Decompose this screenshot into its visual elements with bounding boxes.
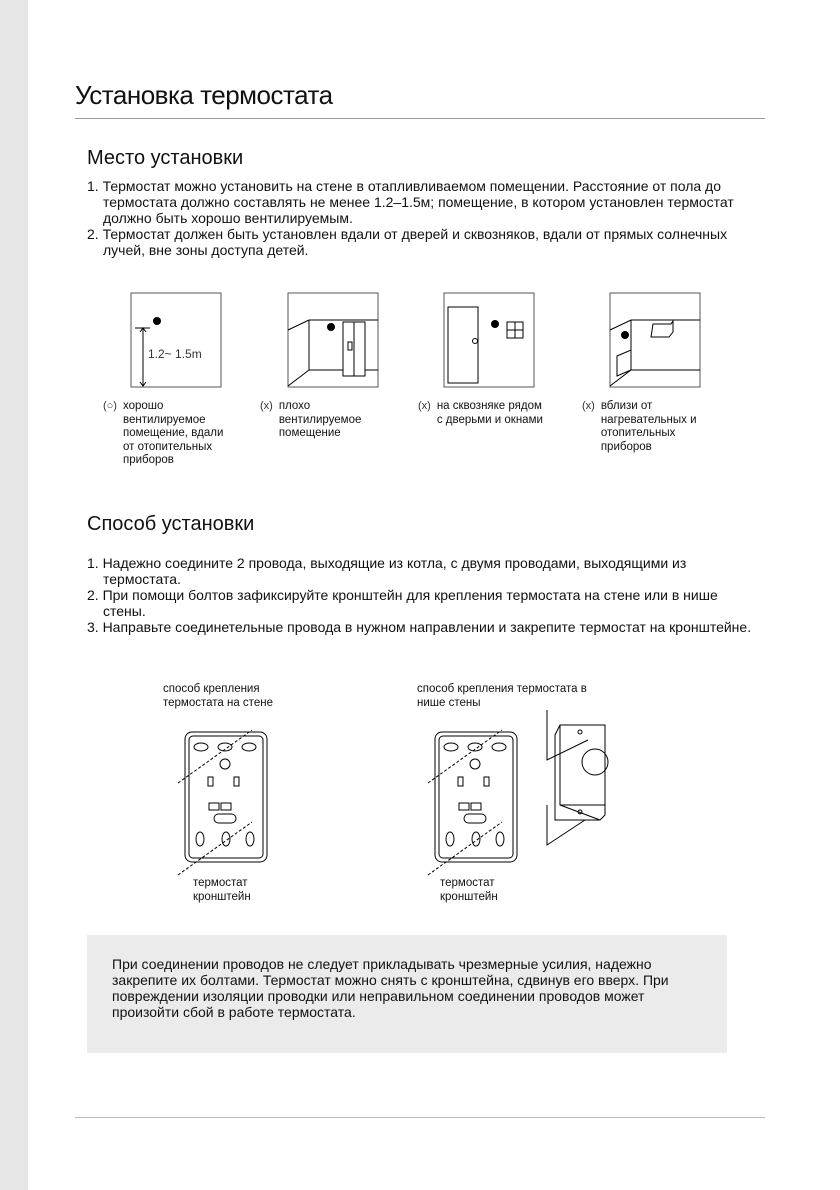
figure-caption bbox=[418, 400, 547, 427]
ok-mark: (○) bbox=[103, 400, 117, 412]
figure-good-location bbox=[130, 292, 222, 388]
svg-text:1.2~ 1.5m: 1.2~ 1.5m bbox=[148, 347, 202, 361]
caption-text: вблизи от нагревательных и отопительных приборов bbox=[600, 400, 697, 453]
niche-bracket-caption: термостат кронштейн bbox=[440, 877, 498, 903]
caption-text: плохо вентилируемое помещение bbox=[278, 400, 362, 439]
page-margin-strip bbox=[0, 0, 28, 1190]
title-divider bbox=[75, 118, 765, 119]
caption-text: на сквозняке рядом с дверьми и окнами bbox=[436, 400, 543, 426]
list-item: 3. Направьте соединетельные провода в нужном направлении и закрепите термостат на кронштейне. bbox=[87, 619, 752, 635]
list-item: 2. При помощи болтов зафиксируйте кронштейн для крепления термостата на стене или в нише стены. bbox=[87, 587, 718, 619]
location-list bbox=[87, 178, 757, 258]
bad-mark: (x) bbox=[418, 400, 431, 412]
bracket-wall-diagram bbox=[170, 725, 280, 880]
wall-mount-label: способ крепления термостата на стене bbox=[163, 683, 273, 709]
footer-divider bbox=[75, 1117, 765, 1118]
wall-bracket-caption: термостат кронштейн bbox=[193, 877, 251, 903]
list-item: 1. Термостат можно установить на стене в отапливливаемом помещении. Расстояние от пола до термостата должно составлять не менее 1.2–1.5м; помещение, в котором установлен термостат должно быть хорошо вентилируемым. bbox=[87, 178, 734, 226]
niche-mount-label: способ крепления термостата в нише стены bbox=[417, 683, 587, 709]
warning-note-box bbox=[87, 935, 727, 1053]
figure-draft-location bbox=[443, 292, 535, 388]
bracket-niche-diagram bbox=[420, 690, 620, 880]
figure-near-heaters bbox=[609, 292, 701, 388]
bad-mark: (x) bbox=[582, 400, 595, 412]
figure-poor-ventilation bbox=[287, 292, 379, 388]
figure-caption bbox=[260, 400, 389, 441]
figure-caption bbox=[582, 400, 711, 454]
caption-text: хорошо вентилируемое помещение, вдали от отопительных приборов bbox=[122, 400, 224, 466]
bad-mark: (x) bbox=[260, 400, 273, 412]
page-title: Установка термостата bbox=[75, 80, 333, 110]
installation-list bbox=[87, 555, 757, 635]
warning-note-text: При соединении проводов не следует прикладывать чрезмерные усилия, надежно закрепите их болтами. Термостат можно снять с кронштейна, сдвинув его вверх. При повреждении изоляции проводки или неправильном соединении проводов может произойти сбой в работе термостата. bbox=[112, 956, 669, 1020]
section-heading-location: Место установки bbox=[87, 147, 244, 169]
list-item: 1. Надежно соедините 2 провода, выходящие из котла, с двумя проводами, выходящими из термостата. bbox=[87, 555, 687, 587]
section-heading-installation: Способ установки bbox=[87, 513, 255, 535]
figure-caption bbox=[103, 400, 233, 468]
list-item: 2. Термостат должен быть установлен вдали от дверей и сквозняков, вдали от прямых солнечных лучей, вне зоны доступа детей. bbox=[87, 226, 728, 258]
